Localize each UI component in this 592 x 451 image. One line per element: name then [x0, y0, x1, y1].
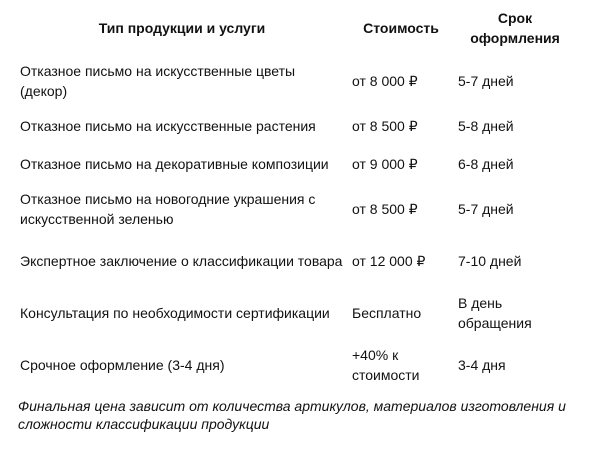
column-header-duration: Срок оформления — [470, 9, 560, 46]
table-cell-price: +40% к стоимости — [352, 347, 420, 383]
table-cell-duration: В день обращения — [458, 295, 532, 331]
table-cell-price: от 12 000 ₽ — [352, 253, 426, 269]
table-cell-price: от 8 500 ₽ — [352, 201, 418, 217]
table-cell-service: Отказное письмо на искусственные растения — [20, 118, 316, 134]
table-row — [16, 183, 576, 235]
table-cell-service: Отказное письмо на новогодние украшения с искусственной зеленью — [20, 191, 316, 227]
table-row — [16, 339, 576, 391]
table-cell-duration: 5-8 дней — [458, 118, 514, 134]
table-row — [16, 145, 576, 183]
table-cell-service: Консультация по необходимости сертификации — [20, 305, 330, 321]
column-header-service-type: Тип продукции и услуги — [98, 19, 266, 36]
table-row — [16, 287, 576, 339]
table-cell-price: от 9 000 ₽ — [352, 156, 418, 172]
table-header-row — [16, 0, 576, 55]
table-cell-service: Отказное письмо на декоративные композиции — [20, 156, 329, 172]
table-row — [16, 55, 576, 107]
table-cell-duration: 6-8 дней — [458, 156, 514, 172]
table-row — [16, 235, 576, 287]
table-cell-price: от 8 500 ₽ — [352, 118, 418, 134]
table-cell-service: Срочное оформление (3-4 дня) — [20, 357, 225, 373]
table-cell-duration: 3-4 дня — [458, 357, 506, 373]
table-cell-duration: 5-7 дней — [458, 201, 514, 217]
table-cell-price: Бесплатно — [352, 305, 422, 321]
column-header-price: Стоимость — [363, 19, 439, 36]
table-cell-price: от 8 000 ₽ — [352, 73, 418, 89]
table-cell-duration: 7-10 дней — [458, 253, 522, 269]
table-cell-service: Экспертное заключение о классификации товара — [20, 253, 343, 269]
table-cell-duration: 5-7 дней — [458, 73, 514, 89]
pricing-note: Финальная цена зависит от количества артикулов, материалов изготовления и сложности классификации продукции — [18, 398, 566, 432]
table-cell-service: Отказное письмо на искусственные цветы (декор) — [20, 63, 296, 99]
table-row — [16, 107, 576, 145]
price-table — [16, 0, 576, 391]
